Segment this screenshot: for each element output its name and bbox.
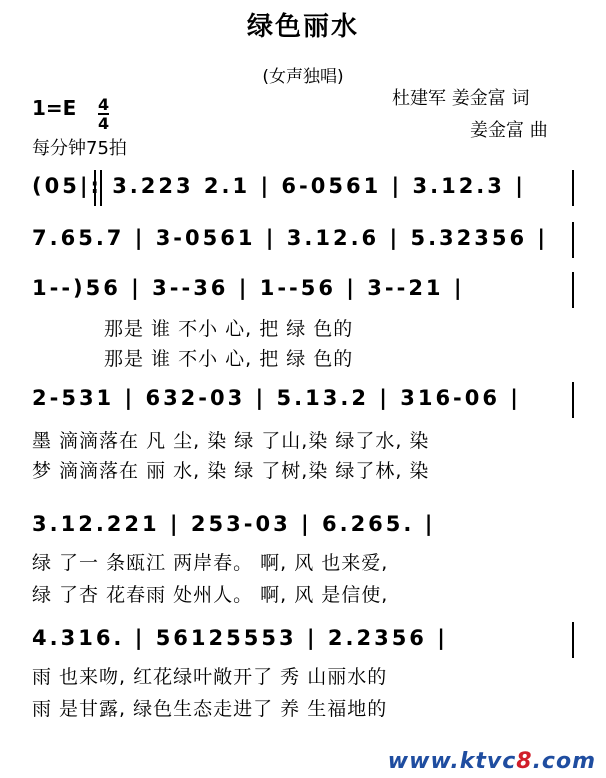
lyric-row-4-verse-1: 墨 滴滴落在 凡 尘, 染 绿 了山,染 绿了水, 染 [32, 430, 430, 452]
notes-row-3: 1--)56 | 3--36 | 1--56 | 3--21 | [32, 276, 465, 300]
time-signature-bottom: 4 [98, 114, 110, 133]
lyricist-credit: 杜建军 姜金富 词 [392, 88, 530, 109]
notes-row-4: 2-531 | 632-03 | 5.13.2 | 316-06 | [32, 386, 521, 410]
watermark-tail: .com [532, 749, 596, 774]
site-watermark [388, 749, 596, 774]
composer-credit: 姜金富 曲 [470, 120, 548, 141]
lyric-row-6-verse-1: 雨 也来吻, 红花绿叶敞开了 秀 山丽水的 [32, 666, 388, 688]
barline [572, 622, 574, 658]
tempo-marking: 每分钟75拍 [32, 138, 127, 159]
repeat-barline-thin [100, 170, 102, 206]
repeat-barline [94, 170, 96, 206]
time-signature [98, 96, 109, 132]
lyric-row-5-verse-1: 绿 了一 条瓯江 两岸春。 啊, 风 也来爱, [32, 552, 389, 574]
barline [572, 222, 574, 258]
key-signature: 1=E [32, 96, 77, 120]
watermark-accent: 8 [516, 749, 533, 774]
notes-row-5: 3.12.221 | 253-03 | 6.265. | [32, 512, 436, 536]
barline [572, 382, 574, 418]
song-subtitle: (女声独唱) [262, 67, 344, 87]
notes-row-6: 4.316. | 56125553 | 2.2356 | [32, 626, 448, 650]
notes-row-2: 7.65.7 | 3-0561 | 3.12.6 | 5.32356 | [32, 226, 549, 250]
lyric-row-3-verse-2: 那是 谁 不小 心, 把 绿 色的 [104, 348, 354, 370]
lyric-row-6-verse-2: 雨 是甘露, 绿色生态走进了 养 生福地的 [32, 698, 388, 720]
lyric-row-3-verse-1: 那是 谁 不小 心, 把 绿 色的 [104, 318, 354, 340]
barline [572, 170, 574, 206]
notes-row-1: (05|: 3.223 2.1 | 6-0561 | 3.12.3 | [32, 174, 526, 198]
lyric-row-5-verse-2: 绿 了杏 花春雨 处州人。 啊, 风 是信使, [32, 584, 389, 606]
barline [572, 272, 574, 308]
lyric-row-4-verse-2: 梦 滴滴落在 丽 水, 染 绿 了树,染 绿了林, 染 [32, 460, 430, 482]
song-title: 绿色丽水 [246, 12, 359, 42]
watermark-main: www.ktvc [387, 749, 517, 774]
time-signature-top: 4 [98, 95, 110, 114]
